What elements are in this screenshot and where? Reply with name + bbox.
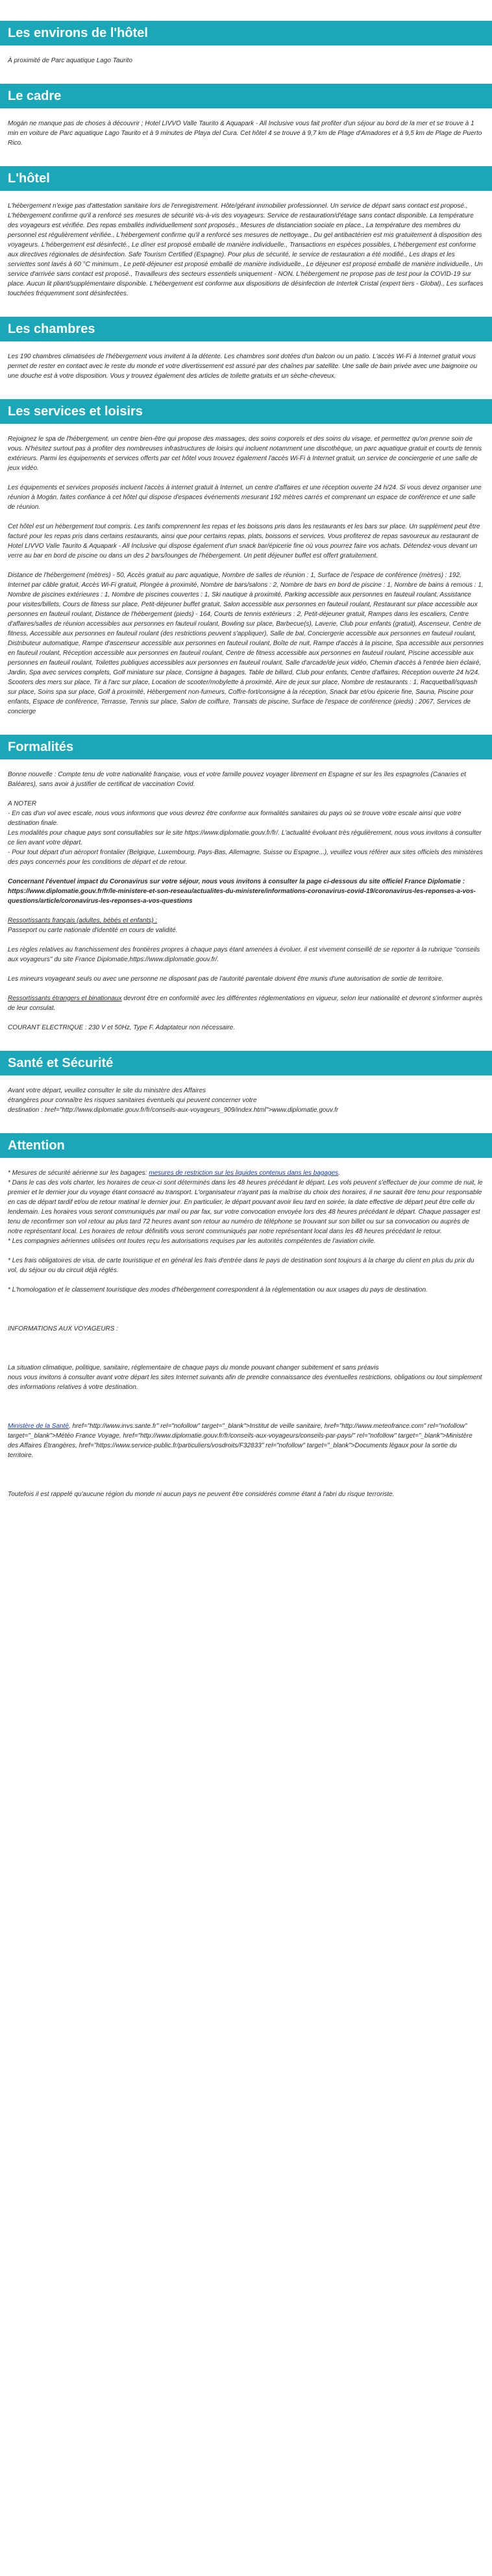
section-sante: [0, 1051, 492, 1133]
section-hotel: [0, 166, 492, 317]
attention-paragraph-7: Toutefois il est rappelé qu'aucune région du monde ni aucun pays ne peuvent être considérés comme étant à l'abri du risque terroriste.: [8, 1491, 395, 1498]
formalites-intro: Bonne nouvelle : Compte tenu de votre nationalité française, vous et votre famille pouvez voyager librement en Espagne et sur les îles espagnoles (Canaries et Baléares), sans avoir à justifier de certificat de vaccination Covid.: [8, 771, 466, 788]
section-cadre: [0, 84, 492, 166]
attention-luggage-label: * Mesures de sécurité aérienne sur les bagages:: [8, 1170, 149, 1177]
services-amenities-list: Distance de l'hébergement (mètres) - 50, Accès gratuit au parc aquatique, Nombre de salles de réunion : 1, Surface de l'espace de conférence (mètres) : 192, Internet par câble gratuit, Accès Wi-Fi gratuit, Plongée à proximité, Nombre de bars/salons : 2, Nombre de bars en bord de piscine : 1, Nombre de bains à remous : 1, Nombre de piscines extérieures : 1, Nombre de piscines couvertes : 1, Ski nautique à proximité, Parking accessible aux personnes en fauteuil roulant, Assistance pour visites/billets, Cours de fitness sur place, Petit-déjeuner buffet gratuit, Salon accessible aux personnes en fauteuil roulant, Restaurant sur place accessible aux personnes en fauteuil roulant, Distance de l'hébergement (pieds) - 164, Courts de tennis extérieurs : 2, Petit-déjeuner gratuit, Rampes dans les escaliers, Centre d'affaires/salles de réunion accessibles aux personnes en fauteuil roulant, Bowling sur place, Barbecue(s), Laverie, Club pour enfants (gratuit), Ascenseur, Centre de fitness, Accessible aux personnes en fauteuil roulant (des restrictions peuvent s'appliquer), Salle de bal, Conciergerie accessible aux personnes en fauteuil roulant, Distributeur automatique, Rampe d'ascenseur accessible aux personnes en fauteuil roulant, Boîte de nuit, Rampe d'accès à la piscine, Spa accessible aux personnes en fauteuil roulant, Réception accessible aux personnes en fauteuil roulant, Centre de fitness accessible aux personnes en fauteuil roulant, Piscine accessible aux personnes en fauteuil roulant, Toilettes publiques accessibles aux personnes en fauteuil roulant, Salle d'arcade/de jeux vidéo, Chemin d'accès à l'entrée bien éclairé, Jardin, Spa avec services complets, Golf miniature sur place, Consigne à bagages, Table de billard, Club pour enfants, Centre d'affaires, Réception ouverte 24 h/24, Scooters des mers sur place, Tir à l'arc sur place, Location de scooter/mobylette à proximité, Aire de jeux sur place, Nombre de restaurants : 1, Racquetball/squash sur place, Soins spa sur place, Golf à proximité, Hébergement non-fumeurs, Coffre-fort/consigne à la réception, Snack bar et/ou épicerie fine, Sauna, Piscine pour enfants, Espace de conférence, Terrasse, Tennis sur place, Salon de coiffure, Transats de piscine, Surface de l'espace de conférence (pieds) : 2067, Services de concierge: [8, 572, 484, 715]
section-services: [0, 399, 492, 735]
section-formalites: [0, 735, 492, 1051]
formalites-adults-title: Ressortissants français (adultes, bébés et enfants) :: [8, 917, 158, 924]
environs-text: À proximité de Parc aquatique Lago Taurito: [8, 57, 132, 64]
section-chambres: [0, 317, 492, 399]
section-title-cadre: Le cadre: [0, 84, 492, 108]
attention-paragraph-6: [8, 1421, 484, 1460]
formalites-adults-text: Passeport ou carte nationale d'identité en cours de validité.: [8, 927, 178, 934]
chambres-text: Les 190 chambres climatisées de l'hébergement vous invitent à la détente. Les chambres sont dotées d'un balcon ou un patio. L'accès Wi-Fi à Internet gratuit vous permet de rester en contact avec le reste du monde et votre divertissement est assuré par des chaînes par satellite. Une salle de bain privée avec une baignoire ou une douche est à votre disposition. Vous y trouvez également des articles de toilette gratuits et un sèche-cheveux.: [8, 353, 478, 380]
formalites-rules: Les règles relatives au franchissement des frontières propres à chaque pays étant amenées à évoluer, il est vivement conseillé de se reporter à la rubrique "conseils aux voyageurs" du site France Diplomatie,https://www.diplomatie.gouv.fr/.: [8, 946, 480, 963]
sante-text: Avant votre départ, veuillez consulter le site du ministère des Affaires étrangères pour connaître les risques sanitaires éventuels qui peuvent concerner votre destination : href="http://www.diplomatie.gouv.fr/fr/conseils-aux-voyageurs_909/index.html">www.diplomatie.gouv.fr: [8, 1087, 339, 1114]
attention-paragraph-1: [8, 1168, 484, 1246]
formalites-note: - En cas d'un vol avec escale, nous vous informons que vous devrez être conforme aux formalités sanitaires du pays où se trouve votre escale ainsi que votre destination finale. Les modalités pour chaque pays sont consultables sur le site https://www.diplomatie.gouv.fr/fr/. L'actualité évoluant très régulièrement, nous vous invitons à consulter ce lien avant votre départ. - Pour tout départ d'un aéroport frontalier (Belgique, Luxembourg, Pays-Bas, Allemagne, Suisse ou Espagne...), veuillez vous référer aux sites officiels des ministères des pays concernés pour les conditions de départ et de retour.: [8, 810, 483, 866]
section-environs: [0, 21, 492, 84]
section-title-services: Les services et loisirs: [0, 399, 492, 424]
section-title-sante: Santé et Sécurité: [0, 1051, 492, 1075]
attention-paragraph-5: La situation climatique, politique, sanitaire, réglementaire de chaque pays du monde pouvant changer subitement et sans préavis nous vous invitons à consulter avant votre départ les sites Internet suivants afin de prendre connaissance des éventuelles restrictions, obligations ou tout simplement des informations relatives à votre destination.: [8, 1364, 482, 1391]
section-title-chambres: Les chambres: [0, 317, 492, 341]
attention-paragraph-3: * L'homologation et le classement touristique des modes d'hébergement correspondent à la réglementation ou aux usages du pays de destination.: [8, 1286, 428, 1294]
attention-paragraph-4: INFORMATIONS AUX VOYAGEURS :: [8, 1325, 119, 1332]
section-title-environs: Les environs de l'hôtel: [0, 21, 492, 45]
formalites-minors: Les mineurs voyageant seuls ou avec une personne ne disposant pas de l'autorité parentale doivent être munis d'une autorisation de sortie de territoire.: [8, 975, 444, 983]
section-title-attention: Attention: [0, 1133, 492, 1158]
formalites-covid-notice: Concernant l'éventuel impact du Coronavirus sur votre séjour, nous vous invitons à consulter la page ci-dessous du site officiel France Diplomatie : https://www.diplomatie.gouv.fr/fr/le-ministere-et-son-reseau/actualites-du-ministere/informations-coronavirus-covid-19/coronavirus-les-reponses-a-vos-questions/article/coronavirus-les-reponses-a-vos-questions: [8, 878, 476, 905]
attention-flight-rules: . * Dans le cas des vols charter, les horaires de ceux-ci sont déterminés dans les 48 heures précédant le départ. Les vols peuvent s'effectuer de jour comme de nuit, le premier et le dernier jour du voyage étant consacré au transport. L'organisateur n'ayant pas la maîtrise du choix des horaires, il ne saurait être tenu pour responsable en cas de départ tardif et/ou de retour matinal le dernier jour. En particulier, le départ pouvant avoir lieu tard en soirée, la date effective de départ peut être celle du lendemain. Les horaires vous seront communiqués par mail ou par fax, sur votre convocation envoyée lors des 48 heures précédant le départ. Chaque passager est tenu de reconfirmer son vol retour au plus tard 72 heures avant son retour au numéro de téléphone se trouvant sur son billet ou sur sa convocation ou auprès de notre représentant local. Les horaires de retour définitifs vous seront communiqués par notre représentant local dans les 48 heures précédant le retour. * Les compagnies aériennes utilisées ont toutes reçu les autorisations requises par les autorités compétentes de l'aviation civile.: [8, 1170, 483, 1245]
section-title-hotel: L'hôtel: [0, 166, 492, 191]
formalites-note-title: A NOTER: [8, 800, 37, 807]
formalites-foreign-text: devront être en conformité avec les différentes réglementations en vigueur, selon leur nationalité et devront s'informer auprès de leur consulat.: [8, 995, 483, 1012]
section-title-formalites: Formalités: [0, 735, 492, 759]
formalites-current: COURANT ELECTRIQUE : 230 V et 50Hz, Type F. Adaptateur non nécessaire.: [8, 1024, 235, 1031]
attention-links-text: , href="http://www.invs.sante.fr" rel="nofollow" target="_blank">Institut de veille sanitaire, href="http://www.meteofrance.com" rel="nofollow" target="_blank">Météo France Voyage, href="http://www.diplomatie.gouv.fr/fr/conseils-aux-voyageurs/conseils-par-pays/" rel="nofollow" target="_blank">Ministère des Affaires Étrangères, href="https://www.service-public.fr/particuliers/vosdroits/F32833" rel="nofollow" target="_blank">Documents légaux pour la sortie du territoire.: [8, 1423, 473, 1459]
attention-paragraph-2: * Les frais obligatoires de visa, de carte touristique et en général les frais d'entrée dans le pays de destination sont toujours à la charge du client en plus du prix du vol, du séjour ou du circuit déjà réglés.: [8, 1257, 474, 1274]
liquids-restriction-link[interactable]: mesures de restriction sur les liquides contenus dans les bagages: [149, 1170, 339, 1177]
services-paragraph-3: Cet hôtel est un hébergement tout compris. Les tarifs comprennent les repas et les boissons pris dans les restaurants et les bars sur place. Un supplément peut être facturé pour les repas pris dans certains restaurants, ainsi que pour certains repas, plats, boissons et services. Vous profiterez de repas savoureux au restaurant de Hotel LIVVO Valle Taurito & Aquapark - All Inclusive qui dispose également d'un snack bar/épicerie fine où vous pourrez faire vos achats. Détendez-vous devant un verre au bar en bord de piscine ou dans un des 2 bars/lounges de l'hébergement. Un petit déjeuner buffet est offert gratuitement.: [8, 523, 480, 559]
formalites-foreign-title: Ressortissants étrangers et binationaux: [8, 995, 122, 1002]
hotel-text: L'hébergement n'exige pas d'attestation sanitaire lors de l'enregistrement. Hôte/gérant immobilier professionnel. Un service de départ sans contact est proposé., L'hébergement confirme qu'il a renforcé ses mesures de sécurité vis-à-vis des voyageurs. Service de restauration/d'étage sans contact disponible. La température des voyageurs est vérifiée. Des repas emballés individuellement sont proposés., Mesures de distanciation sociale en place., La température des membres du personnel est régulièrement vérifiée., L'hébergement confirme qu'il a renforcé ses mesures de nettoyage., Du gel antibactérien est mis gratuitement à disposition des voyageurs. L'hébergement est désinfecté., Le dîner est proposé emballé de manière individuelle., Transactions en espèces possibles, L'hébergement est conforme aux directives régionales de désinfection. Safe Tourism Certified (Espagne). Pour plus de sécurité, le service de restauration a été modifié., Les draps et les serviettes sont lavés à 60 °C minimum., Le petit-déjeuner est proposé emballé de manière individuelle., Le déjeuner est proposé emballé de manière individuelle., Un service d'arrivée sans contact est proposé., Travailleurs des secteurs essentiels uniquement - NON. L'hébergement ne propose pas de test pour la COVID-19 sur place. Aucun lit pliant/supplémentaire disponible. L'hébergement est conforme aux dispositions de désinfection de Intertek Cristal (expert tiers - Global)., Les surfaces touchées fréquemment sont désinfectées.: [8, 202, 484, 297]
formalites-foreign: [8, 994, 484, 1013]
cadre-text: Mogán ne manque pas de choses à découvrir ; Hotel LIVVO Valle Taurito & Aquapark - All Inclusive vous fait profiter d'un séjour au bord de la mer et se trouve à 1 min en voiture de Parc aquatique Lago Taurito et à 9 minutes de Playa del Cura. Cet hôtel 4 se trouve à 9,7 km de Plage d'Amadores et à 9,5 km de Plage de Puerto Rico.: [8, 120, 482, 147]
services-paragraph-2: Les équipements et services proposés incluent l'accès à internet gratuit à Internet, un centre d'affaires et une réception ouverte 24 h/24. Si vous devez organiser une réunion à Mogán, faites confiance à cet hôtel qui dispose d'espaces événements mesurant 192 mètres carrés et comprenant un espace de conférence et une salle de réunion.: [8, 484, 482, 511]
ministere-sante-link[interactable]: Ministère de la Santé: [8, 1423, 69, 1430]
section-attention: [0, 1133, 492, 1517]
services-paragraph-1: Rejoignez le spa de l'hébergement, un centre bien-être qui propose des massages, des soins corporels et des soins du visage, et permettez qu'on prenne soin de vous. N'hésitez surtout pas à profiter des nombreuses infrastructures de loisirs qui incluent notamment une discothèque, un parc aquatique gratuit et courts de tennis extérieurs. Parmi les équipements et services offerts par cet hôtel vous trouvez également l'accès Wi-Fi à Internet gratuit, un service de conciergerie et une salle de jeux vidéo.: [8, 435, 482, 472]
